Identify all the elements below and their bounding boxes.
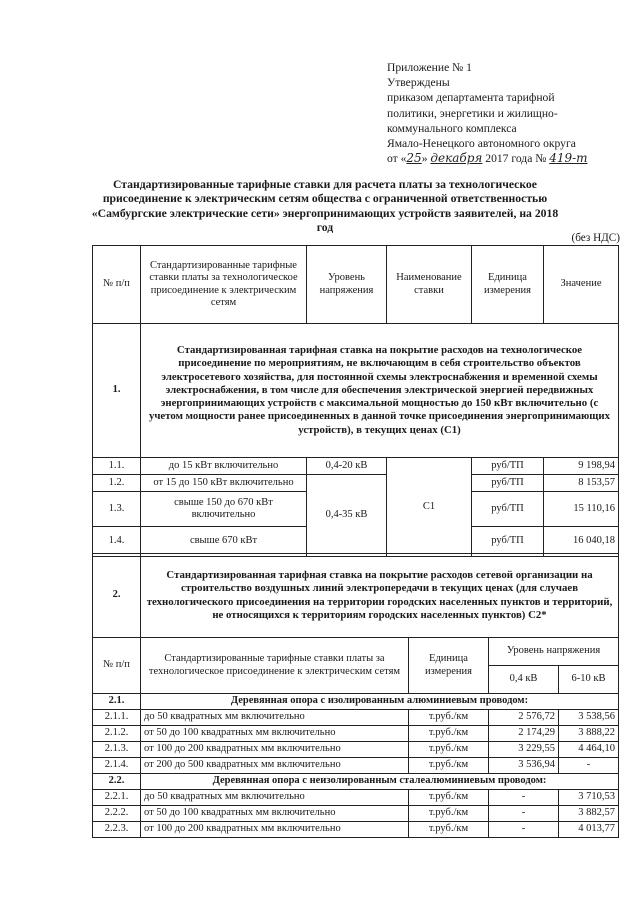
row-unit: т.руб./км: [409, 822, 489, 838]
tariff-table-c1: [92, 245, 619, 557]
row-num: 2.2.1.: [93, 790, 141, 806]
row-unit: т.руб./км: [409, 726, 489, 742]
row-num: 2.1.4.: [93, 758, 141, 774]
table-row: [93, 758, 619, 774]
row-unit: т.руб./км: [409, 742, 489, 758]
row-unit: руб/ТП: [472, 475, 544, 492]
row-desc: свыше 670 кВт: [141, 527, 307, 557]
document-title: Стандартизированные тарифные ставки для расчета платы за технологическое присоединение к электрическим сетям общества с ограниченной ответственностью «Самбургские электрические сети» энергопринимающих устройств заявителей, на 2018 год: [91, 178, 559, 235]
date-close: »: [421, 152, 428, 166]
header-rate-name: Наименование ставки: [387, 246, 472, 324]
row-v610: 3 882,57: [559, 806, 619, 822]
header-v04: 0,4 кВ: [489, 666, 559, 694]
header-voltage: Уровень напряжения: [307, 246, 387, 324]
row-unit: т.руб./км: [409, 758, 489, 774]
row-desc: от 200 до 500 квадратных мм включительно: [141, 758, 409, 774]
order-line-3: коммунального комплекса: [387, 121, 517, 135]
row-num: 2.1.1.: [93, 710, 141, 726]
header-unit: Единица измерения: [472, 246, 544, 324]
order-line-4: Ямало-Ненецкого автономного округа: [387, 137, 576, 151]
table-row: [93, 475, 619, 492]
header-unit: Единица измерения: [409, 638, 489, 694]
row-v04: 2 576,72: [489, 710, 559, 726]
row-v04: 3 229,55: [489, 742, 559, 758]
row-voltage-a: 0,4-20 кВ: [307, 458, 387, 475]
row-num: 2.2.3.: [93, 822, 141, 838]
order-number: 419-т: [549, 151, 588, 166]
header-num: № п/п: [93, 638, 141, 694]
row-v04: 2 174,29: [489, 726, 559, 742]
row-v610: 4 013,77: [559, 822, 619, 838]
row-v610: 4 464,10: [559, 742, 619, 758]
row-value: 15 110,16: [544, 492, 619, 527]
appendix-block: [387, 60, 632, 166]
table-row: [93, 790, 619, 806]
table-row: [93, 710, 619, 726]
row-v610: 3 888,22: [559, 726, 619, 742]
section-2-num: 2.: [93, 554, 141, 638]
rate-code: С1: [387, 458, 472, 557]
order-line-2: политики, энергетики и жилищно-: [387, 106, 558, 120]
row-unit: т.руб./км: [409, 790, 489, 806]
row-desc: до 50 квадратных мм включительно: [141, 710, 409, 726]
row-num: 2.1.3.: [93, 742, 141, 758]
table-row: [93, 458, 619, 475]
row-value: 9 198,94: [544, 458, 619, 475]
section-1-num: 1.: [93, 324, 141, 458]
date-prefix: от «: [387, 152, 407, 166]
group-num: 2.1.: [93, 694, 141, 710]
order-line-1: приказом департамента тарифной: [387, 91, 555, 105]
group-title: Деревянная опора с изолированным алюминиевым проводом:: [141, 694, 619, 710]
row-desc: от 100 до 200 квадратных мм включительно: [141, 742, 409, 758]
table2-header-row: [93, 638, 619, 666]
header-value: Значение: [544, 246, 619, 324]
order-day: 25: [406, 151, 422, 166]
row-unit: т.руб./км: [409, 710, 489, 726]
section-2-text: Стандартизированная тарифная ставка на покрытие расходов сетевой организации на строительство воздушных линий электропередачи в текущих ценах (для случаев технологического присоединения на территории городских населенных пунктов и территорий, не относящихся к территориям городских населенных пунктов) С2*: [141, 554, 619, 638]
table-row: [93, 822, 619, 838]
appendix-number: Приложение № 1: [387, 61, 472, 74]
row-v610: -: [559, 758, 619, 774]
row-v04: 3 536,94: [489, 758, 559, 774]
row-desc: от 15 до 150 кВт включительно: [141, 475, 307, 492]
section-1-row: [93, 324, 619, 458]
row-unit: руб/ТП: [472, 492, 544, 527]
row-desc: до 50 квадратных мм включительно: [141, 790, 409, 806]
header-rate: Стандартизированные тарифные ставки платы за технологическое присоединение к электрическим сетям: [141, 246, 307, 324]
group-2-1-row: [93, 694, 619, 710]
row-v610: 3 710,53: [559, 790, 619, 806]
row-unit: т.руб./км: [409, 806, 489, 822]
date-year: 2017 года №: [485, 152, 547, 166]
row-voltage-b: 0,4-35 кВ: [307, 475, 387, 557]
header-num: № п/п: [93, 246, 141, 324]
section-1-text: Стандартизированная тарифная ставка на покрытие расходов на технологическое присоединение по мероприятиям, не включающим в себя строительство объектов электросетевого хозяйства, для постоянной схемы электроснабжения и временной схемы электроснабжения, в том числе для обеспечения электрической энергией передвижных энергопринимающих устройств с максимальной мощностью до 150 кВт включительно (с учетом мощности ранее присоединенных в данной точке присоединения энергопринимающих устройств), в текущих ценах (С1): [141, 324, 619, 458]
row-num: 2.1.2.: [93, 726, 141, 742]
order-date-line: [387, 151, 632, 166]
header-voltage: Уровень напряжения: [489, 638, 619, 666]
table-row: [93, 806, 619, 822]
vat-note: (без НДС): [571, 232, 620, 244]
header-rate: Стандартизированные тарифные ставки платы за технологическое присоединение к электрическим сетям: [141, 638, 409, 694]
group-2-2-row: [93, 774, 619, 790]
row-desc: от 100 до 200 квадратных мм включительно: [141, 822, 409, 838]
row-v610: 3 538,56: [559, 710, 619, 726]
row-unit: руб/ТП: [472, 458, 544, 475]
row-value: 8 153,57: [544, 475, 619, 492]
row-unit: руб/ТП: [472, 527, 544, 557]
group-num: 2.2.: [93, 774, 141, 790]
row-v04: -: [489, 790, 559, 806]
approved-label: Утверждены: [387, 76, 450, 90]
row-v04: -: [489, 822, 559, 838]
row-desc: от 50 до 100 квадратных мм включительно: [141, 806, 409, 822]
row-num: 1.4.: [93, 527, 141, 557]
row-num: 1.2.: [93, 475, 141, 492]
section-2-row: [93, 554, 619, 638]
row-value: 16 040,18: [544, 527, 619, 557]
table1-header-row: [93, 246, 619, 324]
header-v610: 6-10 кВ: [559, 666, 619, 694]
order-month: декабря: [430, 151, 483, 166]
table-row: [93, 742, 619, 758]
row-num: 1.3.: [93, 492, 141, 527]
tariff-table-c2: [92, 553, 619, 838]
group-title: Деревянная опора с неизолированным сталеалюминиевым проводом:: [141, 774, 619, 790]
row-num: 2.2.2.: [93, 806, 141, 822]
table-row: [93, 726, 619, 742]
row-desc: до 15 кВт включительно: [141, 458, 307, 475]
row-v04: -: [489, 806, 559, 822]
row-desc: свыше 150 до 670 кВт включительно: [141, 492, 307, 527]
row-num: 1.1.: [93, 458, 141, 475]
row-desc: от 50 до 100 квадратных мм включительно: [141, 726, 409, 742]
